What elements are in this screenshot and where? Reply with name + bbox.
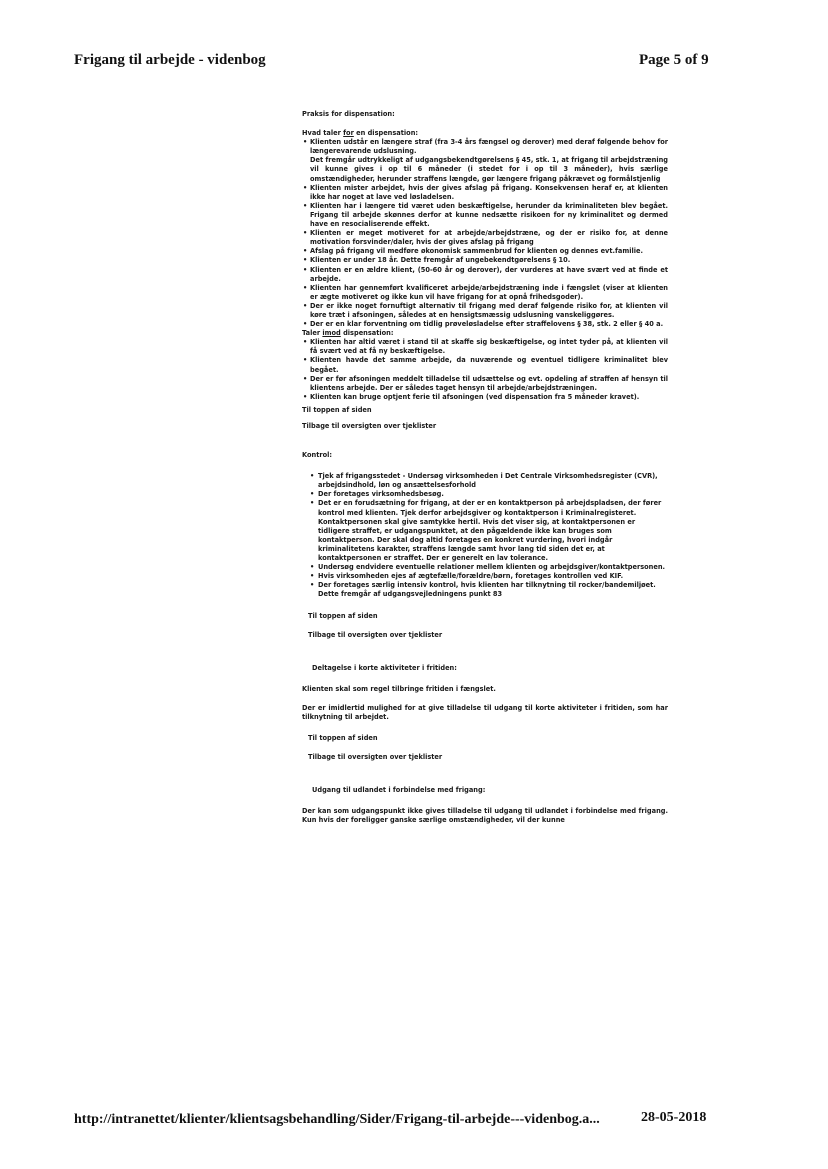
list-item: • Klienten er en ældre klient, (50-60 år og derover), der vurderes at have svært ved at finde et arbejde. (310, 266, 668, 284)
kontrol-list (302, 472, 668, 599)
back-to-overview-link[interactable]: Tilbage til oversigten over tjeklister (302, 422, 437, 430)
document-body (302, 110, 668, 826)
to-top-link[interactable]: Til toppen af siden (302, 405, 372, 414)
for-dispensation-list (302, 138, 668, 156)
list-item: • Der er før afsoningen meddelt tilladelse til udsættelse og evt. opdeling af straffen af hensyn til klientens arbejde. Der er således taget hensyn til arbejde/arbejdstræningen. (310, 375, 668, 393)
list-item: • Klienten har gennemført kvalificeret arbejde/arbejdstræning inde i fængslet (viser at klienten er ægte motiveret og ikke kun vil have frigang for at opnå frihedsgoder). (310, 284, 668, 302)
list-item: • Der foretages virksomhedsbesøg. (318, 490, 668, 499)
udgang-paragraph-1: Der kan som udgangspunkt ikke gives tilladelse til udgang til udlandet i forbindelse med frigang. Kun hvis der foreligger ganske særlige omstændigheder, vil der kunne (302, 807, 668, 825)
footer-url: http://intranettet/klienter/klientsagsbehandling/Sider/Frigang-til-arbejde---videnbog.a... (74, 1112, 600, 1127)
list-item: • Klienten har i længere tid været uden beskæftigelse, herunder da kriminaliteten blev begået. Frigang til arbejde skønnes derfor at kunne nedsætte risikoen for ny kriminalitet og dermed have en resocialiserende effekt. (310, 202, 668, 229)
list-item: • Der foretages særlig intensiv kontrol, hvis klienten har tilknytning til rocker/bandemiljøet. Dette fremgår af udgangsvejledningens punkt 83 (318, 581, 668, 599)
list-item: • Afslag på frigang vil medføre økonomisk sammenbrud for klienten og dennes evt.familie. (310, 247, 668, 256)
list-item: • Undersøg endvidere eventuelle relationer mellem klienten og arbejdsgiver/kontaktpersonen. (318, 563, 668, 572)
for-dispensation-heading: Hvad taler for en dispensation: (302, 129, 419, 138)
list-item: • Klienten havde det samme arbejde, da nuværende og eventuel tidligere kriminalitet blev begået. (310, 356, 668, 374)
page-number: Page 5 of 9 (639, 52, 709, 68)
for-dispensation-list-continued (302, 184, 668, 330)
section-heading-kontrol: Kontrol: (302, 451, 333, 460)
list-item: • Der er en klar forventning om tidlig prøveløsladelse efter straffelovens § 38, stk. 2 eller § 40 a. (310, 320, 668, 329)
to-top-link[interactable]: Til toppen af siden (308, 611, 378, 620)
list-item: • Tjek af frigangsstedet - Undersøg virksomheden i Det Centrale Virksomhedsregister (CVR), arbejdsindhold, løn og ansættelsesforhold (318, 472, 668, 490)
back-to-overview-link[interactable]: Tilbage til oversigten over tjeklister (308, 630, 443, 639)
list-item: • Klienten mister arbejdet, hvis der gives afslag på frigang. Konsekvensen heraf er, at klienten ikke har noget at lave ved løsladelsen. (310, 184, 668, 202)
deltagelse-paragraph-2: Der er imidlertid mulighed for at give tilladelse til udgang til korte aktiviteter i fritiden, som har tilknytning til arbejdet. (302, 703, 668, 721)
section-heading-deltagelse: Deltagelse i korte aktiviteter i fritiden: (312, 663, 457, 672)
list-item: • Klienten er under 18 år. Dette fremgår af ungebekendtgørelsens § 10. (310, 256, 668, 265)
list-item: • Det er en forudsætning for frigang, at der er en kontaktperson på arbejdspladsen, der fører kontrol med klienten. Tjek derfor arbejdsgiver og kontaktperson i Kriminalregisteret. Kontaktpersonen skal give samtykke hertil. Hvis det viser sig, at kontaktpersonen er tidligere straffet, er udgangspunktet, at den pågældende ikke kan bruges som kontaktperson. Der skal dog altid foretages en konkret vurdering, hvori indgår kriminalitetens karakter, straffens længde samt hvor lang tid siden det er, at kontaktpersonen er straffet. Der er generelt en lav tolerance. (318, 499, 668, 563)
list-item: • Klienten kan bruge optjent ferie til afsoningen (ved dispensation fra 5 måneder kravet). (310, 393, 668, 402)
section-heading-udgang: Udgang til udlandet i forbindelse med frigang: (312, 786, 486, 795)
to-top-link[interactable]: Til toppen af siden (308, 734, 378, 743)
list-item: • Klienten har altid været i stand til at skaffe sig beskæftigelse, og intet tyder på, at klienten vil få svært ved at få ny beskæftigelse. (310, 338, 668, 356)
list-item: • Klienten er meget motiveret for at arbejde/arbejdstræne, og der er risiko for, at denne motivation forsvinder/daler, hvis der gives afslag på frigang (310, 229, 668, 247)
for-dispensation-note: Det fremgår udtrykkeligt af udgangsbekendtgørelsens § 45, stk. 1, at frigang til arbejdstræning vil kunne gives i op til 6 måneder (i stedet for i op til 3 måneder), hvis særlige omstændigheder, herunder straffens længde, gør længere frigang påkrævet og formålstjenlig (310, 156, 668, 183)
section-heading-praksis: Praksis for dispensation: (302, 110, 395, 118)
list-item: • Klienten udstår en længere straf (fra 3-4 års fængsel og derover) med deraf følgende behov for længerevarende udslusning. (310, 138, 668, 156)
back-to-overview-link[interactable]: Tilbage til oversigten over tjeklister (308, 753, 443, 762)
list-item: • Der er ikke noget fornuftigt alternativ til frigang med deraf følgende risiko for, at klienten vil køre træt i afsoningen, således at en hensigtsmæssig udslusning vanskeliggøres. (310, 302, 668, 320)
imod-dispensation-list (302, 338, 668, 402)
list-item: • Hvis virksomheden ejes af ægtefælle/forældre/børn, foretages kontrollen ved KIF. (318, 572, 668, 581)
page-header-title: Frigang til arbejde - videnbog (74, 52, 266, 68)
imod-dispensation-heading: Taler imod dispensation: (302, 329, 394, 338)
deltagelse-paragraph-1: Klienten skal som regel tilbringe fritiden i fængslet. (302, 684, 496, 693)
footer-date: 28-05-2018 (641, 1110, 707, 1125)
